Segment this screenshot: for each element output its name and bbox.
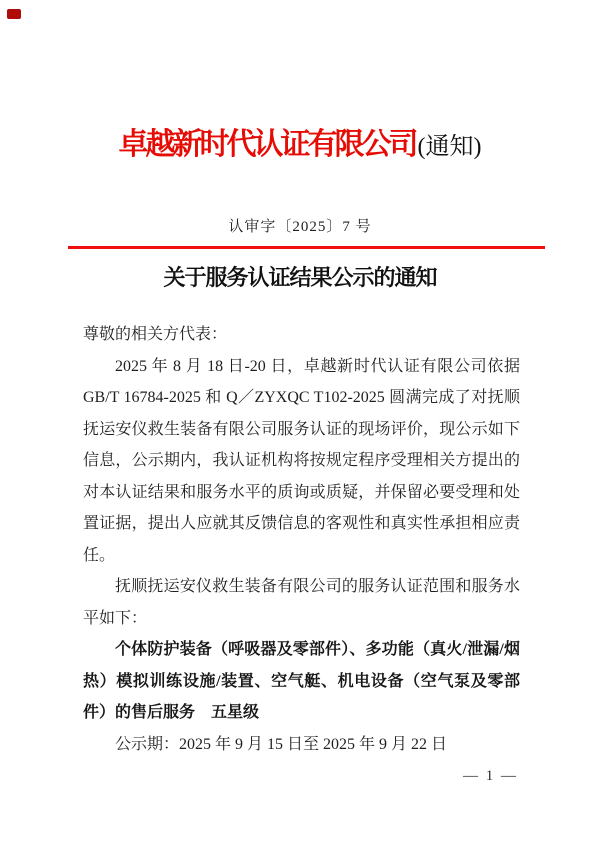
paragraph-scope-intro: 抚顺抚运安仪救生装备有限公司的服务认证范围和服务水平如下：: [83, 578, 520, 627]
paragraph-scope-rating: 个体防护装备（呼吸器及零部件）、多功能（真火/泄漏/烟热）模拟训练设施/装置、空气艇、机电设备（空气泵及零部件）的售后服务 五星级: [83, 641, 520, 721]
doc-number: 认审字〔2025〕7 号: [228, 219, 372, 235]
letterhead-suffix: (通知): [417, 134, 482, 160]
paragraph-main: 2025 年 8 月 18 日-20 日，卓越新时代认证有限公司依据 GB/T 16784-2025 和 Q／ZYXQC T102-2025 圆满完成了对抚顺抚运安仪救生装备有限公司服务认证的现场评价，现公示如下信息，公示期内，我认证机构将按规定程序受理相关方提出的对本认证结果和服务水平的质询或质疑，并保留必要受理和处置证据，提出人应就其反馈信息的客观性和真实性承担相应责任。: [83, 357, 520, 564]
salutation: 尊敬的相关方代表：: [83, 326, 228, 343]
red-divider-line: [68, 246, 545, 249]
letterhead: [0, 0, 600, 171]
notice-title: 关于服务认证结果公示的通知: [163, 266, 437, 291]
company-name: 卓越新时代认证有限公司: [118, 127, 416, 162]
publicity-period: 公示期：2025 年 9 月 15 日至 2025 年 9 月 22 日: [115, 735, 448, 753]
page-number: — 1 —: [463, 768, 518, 784]
red-corner-mark: [7, 9, 21, 19]
notice-body: [83, 319, 520, 760]
